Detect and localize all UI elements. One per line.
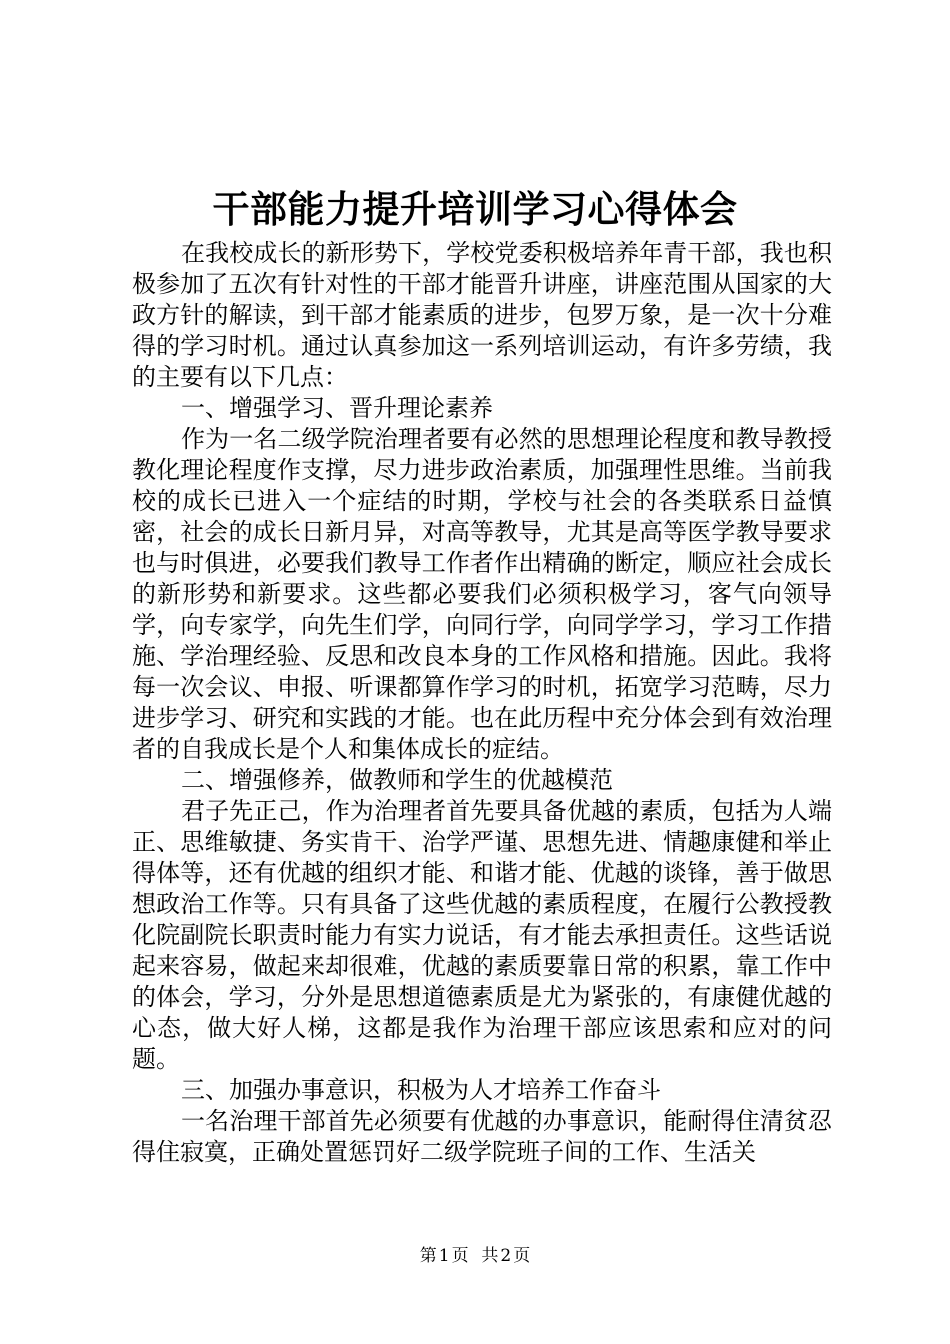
paragraph-section-3: 一名治理干部首先必须要有优越的办事意识，能耐得住清贫忍得住寂寞，正确处置惩罚好二级学院班子间的工作、生活关 — [132, 1107, 832, 1166]
section-heading-1: 一、增强学习、晋升理论素养 — [181, 394, 493, 422]
section-heading-3: 三、加强办事意识，积极为人才培养工作奋斗 — [181, 1076, 661, 1104]
page-number-prefix: 第 — [419, 1246, 437, 1266]
page-footer — [0, 1244, 950, 1268]
page-number-current: 1 — [438, 1246, 450, 1266]
section-heading-2: 二、增强修养，做教师和学生的优越模范 — [181, 766, 613, 794]
page-number-unit: 页 — [451, 1246, 469, 1266]
document-title: 干部能力提升培训学习心得体会 — [212, 187, 738, 231]
paragraph-intro: 在我校成长的新形势下，学校党委积极培养年青干部，我也积极参加了五次有针对性的干部才能晋升讲座，讲座范围从国家的大政方针的解读，到干部才能素质的进步，包罗万象，是一次十分难得的学习时机。通过认真参加这一系列培训运动，有许多劳绩，我的主要有以下几点： — [132, 239, 832, 391]
page-total-prefix: 共 — [481, 1246, 499, 1266]
page-total-unit: 页 — [513, 1246, 531, 1266]
document-body — [132, 238, 832, 1188]
paragraph-section-2: 君子先正己，作为治理者首先要具备优越的素质，包括为人端正、思维敏捷、务实肯干、治学严谨、思想先进、情趣康健和举止得体等，还有优越的组织才能、和谐才能、优越的谈锋，善于做思想政治工作等。只有具备了这些优越的素质程度，在履行公教授教化院副院长职责时能力有实力说话，有才能去承担责任。这些话说起来容易，做起来却很难，优越的素质要靠日常的积累，靠工作中的体会，学习，分外是思想道德素质是尤为紧张的，有康健优越的心态，做大好人梯，这都是我作为治理干部应该思索和应对的问题。 — [132, 797, 832, 1073]
page-total-count: 2 — [500, 1246, 512, 1266]
paragraph-section-1: 作为一名二级学院治理者要有必然的思想理论程度和教导教授教化理论程度作支撑，尽力进步政治素质，加强理性思维。当前我校的成长已进入一个症结的时期，学校与社会的各类联系日益慎密，社会的成长日新月异，对高等教导，尤其是高等医学教导要求也与时俱进，必要我们教导工作者作出精确的断定，顺应社会成长的新形势和新要求。这些都必要我们必须积极学习，客气向领导学，向专家学，向先生们学，向同行学，向同学学习，学习工作措施、学治理经验、反思和改良本身的工作风格和措施。因此。我将每一次会议、申报、听课都算作学习的时机，拓宽学习范畴，尽力进步学习、研究和实践的才能。也在此历程中充分体会到有效治理者的自我成长是个人和集体成长的症结。 — [132, 425, 832, 763]
